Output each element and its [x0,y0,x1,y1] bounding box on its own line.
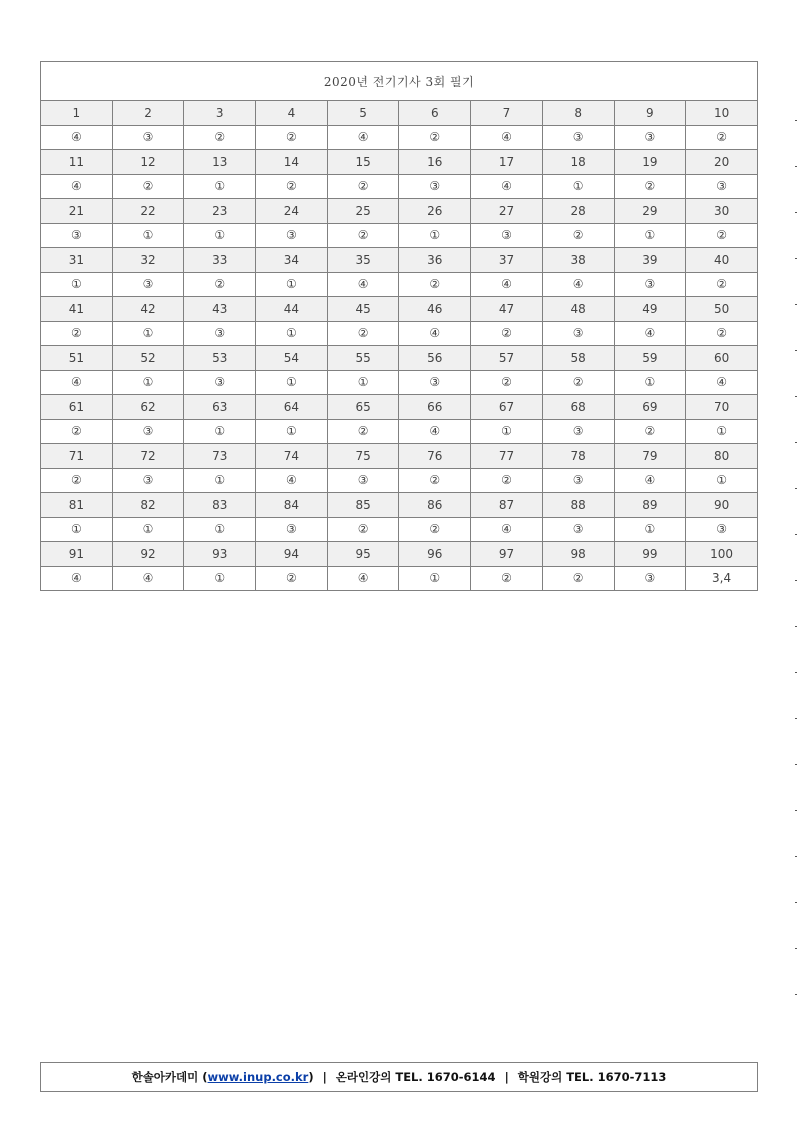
question-number-cell: 33 [184,248,256,273]
answer-cell: ① [112,223,184,248]
question-number-cell: 75 [327,444,399,469]
answer-cell: ② [112,174,184,199]
question-number-cell: 9 [614,101,686,126]
question-number-cell: 21 [41,199,113,224]
question-number-cell: 58 [542,346,614,371]
question-number-cell: 23 [184,199,256,224]
answer-cell: ③ [112,419,184,444]
question-number-cell: 47 [471,297,543,322]
answer-cell: ③ [399,370,471,395]
answer-cell: ② [686,272,758,297]
answer-row [41,517,758,542]
question-number-cell: 45 [327,297,399,322]
answer-cell: ④ [471,272,543,297]
question-number-cell: 72 [112,444,184,469]
question-number-cell: 73 [184,444,256,469]
question-number-row [41,493,758,518]
answer-cell: ② [542,370,614,395]
margin-tick [795,626,797,627]
question-number-cell: 48 [542,297,614,322]
answer-row [41,174,758,199]
margin-tick [795,948,797,949]
answer-cell: ③ [184,370,256,395]
answer-cell: ① [542,174,614,199]
answer-cell: ② [184,272,256,297]
answer-cell: ① [112,321,184,346]
question-number-cell: 26 [399,199,471,224]
question-number-cell: 56 [399,346,471,371]
question-number-cell: 18 [542,150,614,175]
answer-cell: ② [399,517,471,542]
answer-cell: ③ [112,125,184,150]
question-number-cell: 22 [112,199,184,224]
question-number-cell: 85 [327,493,399,518]
margin-tick [795,442,797,443]
question-number-cell: 51 [41,346,113,371]
answer-cell: ② [686,125,758,150]
question-number-cell: 5 [327,101,399,126]
answer-cell: ④ [41,566,113,591]
question-number-cell: 28 [542,199,614,224]
answer-cell: ③ [256,517,328,542]
answer-cell: ① [256,321,328,346]
question-number-cell: 37 [471,248,543,273]
answer-cell: ① [686,419,758,444]
answer-cell: ① [614,370,686,395]
answer-cell: ③ [686,517,758,542]
question-number-cell: 100 [686,542,758,567]
question-number-cell: 87 [471,493,543,518]
margin-tick [795,166,797,167]
question-number-cell: 88 [542,493,614,518]
question-number-cell: 2 [112,101,184,126]
question-number-row [41,542,758,567]
answer-key-table [40,61,758,591]
answer-cell: ③ [686,174,758,199]
answer-cell: ③ [184,321,256,346]
answer-cell: ② [256,174,328,199]
answer-cell: ② [471,566,543,591]
margin-tick [795,350,797,351]
question-number-cell: 67 [471,395,543,420]
margin-tick [795,718,797,719]
question-number-cell: 11 [41,150,113,175]
question-number-cell: 94 [256,542,328,567]
question-number-row [41,150,758,175]
question-number-cell: 36 [399,248,471,273]
question-number-cell: 32 [112,248,184,273]
answer-cell: ③ [112,468,184,493]
margin-marks [795,120,799,1020]
margin-tick [795,258,797,259]
answer-cell: ① [327,370,399,395]
question-number-cell: 70 [686,395,758,420]
answer-cell: ② [471,321,543,346]
answer-row [41,468,758,493]
answer-cell: ① [112,370,184,395]
footer-close-paren: ) [308,1070,314,1084]
answer-cell: ② [614,174,686,199]
question-number-cell: 17 [471,150,543,175]
margin-tick [795,396,797,397]
question-number-cell: 60 [686,346,758,371]
answer-cell: ② [41,468,113,493]
question-number-cell: 7 [471,101,543,126]
footer-bar [40,1062,758,1092]
answer-cell: ④ [41,125,113,150]
answer-cell: ① [614,517,686,542]
question-number-cell: 81 [41,493,113,518]
answer-cell: ④ [614,468,686,493]
question-number-row [41,297,758,322]
answer-cell: ① [184,517,256,542]
answer-cell: ② [399,468,471,493]
question-number-cell: 74 [256,444,328,469]
answer-cell: ④ [471,174,543,199]
answer-cell: ① [256,272,328,297]
question-number-cell: 59 [614,346,686,371]
footer-open-paren: ( [202,1070,208,1084]
answer-cell: ② [41,419,113,444]
question-number-cell: 39 [614,248,686,273]
answer-cell: ④ [256,468,328,493]
answer-cell: ② [256,125,328,150]
margin-tick [795,764,797,765]
answer-cell: ③ [542,419,614,444]
answer-cell: ② [542,566,614,591]
question-number-cell: 99 [614,542,686,567]
answer-cell: ① [256,419,328,444]
question-number-cell: 63 [184,395,256,420]
question-number-cell: 34 [256,248,328,273]
margin-tick [795,856,797,857]
question-number-cell: 8 [542,101,614,126]
question-number-cell: 14 [256,150,328,175]
answer-cell: ④ [471,125,543,150]
answer-cell: ④ [614,321,686,346]
answer-cell: ③ [256,223,328,248]
answer-cell: ② [686,321,758,346]
question-number-row [41,101,758,126]
answer-cell: ④ [41,370,113,395]
answer-row [41,419,758,444]
question-number-cell: 10 [686,101,758,126]
question-number-cell: 25 [327,199,399,224]
question-number-row [41,395,758,420]
answer-cell: ① [184,566,256,591]
answer-cell: ① [112,517,184,542]
answer-cell: ① [41,272,113,297]
answer-cell: ① [399,566,471,591]
question-number-cell: 78 [542,444,614,469]
question-number-cell: 49 [614,297,686,322]
question-number-cell: 30 [686,199,758,224]
answer-cell: ③ [399,174,471,199]
footer-website-link[interactable]: www.inup.co.kr [207,1070,309,1084]
answer-cell: ① [399,223,471,248]
question-number-cell: 43 [184,297,256,322]
answer-row [41,370,758,395]
question-number-cell: 71 [41,444,113,469]
question-number-cell: 40 [686,248,758,273]
answer-cell: ① [614,223,686,248]
question-number-cell: 95 [327,542,399,567]
question-number-cell: 92 [112,542,184,567]
question-number-cell: 27 [471,199,543,224]
answer-cell: ④ [327,566,399,591]
question-number-cell: 52 [112,346,184,371]
question-number-cell: 19 [614,150,686,175]
question-number-cell: 29 [614,199,686,224]
question-number-cell: 86 [399,493,471,518]
answer-cell: ② [327,223,399,248]
answer-cell: ① [256,370,328,395]
question-number-cell: 54 [256,346,328,371]
question-number-cell: 90 [686,493,758,518]
answer-cell: ③ [614,272,686,297]
question-number-cell: 98 [542,542,614,567]
answer-cell: ② [327,321,399,346]
question-number-cell: 41 [41,297,113,322]
question-number-cell: 13 [184,150,256,175]
answer-cell: ① [471,419,543,444]
question-number-cell: 15 [327,150,399,175]
question-number-cell: 91 [41,542,113,567]
question-number-cell: 79 [614,444,686,469]
answer-cell: ③ [471,223,543,248]
answer-cell: ④ [542,272,614,297]
question-number-cell: 57 [471,346,543,371]
answer-cell: ② [327,517,399,542]
answer-cell: ② [686,223,758,248]
question-number-cell: 97 [471,542,543,567]
answer-cell: ② [399,125,471,150]
answer-cell: ③ [542,125,614,150]
question-number-cell: 16 [399,150,471,175]
question-number-cell: 6 [399,101,471,126]
answer-cell: ② [184,125,256,150]
question-number-cell: 76 [399,444,471,469]
answer-cell: ② [542,223,614,248]
margin-tick [795,810,797,811]
answer-cell: ① [184,468,256,493]
answer-cell: ① [184,223,256,248]
answer-cell: ② [399,272,471,297]
question-number-cell: 68 [542,395,614,420]
question-number-cell: 64 [256,395,328,420]
question-number-row [41,248,758,273]
question-number-cell: 69 [614,395,686,420]
answer-cell: 3,4 [686,566,758,591]
question-number-cell: 35 [327,248,399,273]
margin-tick [795,994,797,995]
footer-offline-tel: 학원강의 TEL. 1670-7113 [517,1070,667,1084]
answer-cell: ③ [327,468,399,493]
question-number-row [41,444,758,469]
question-number-cell: 84 [256,493,328,518]
question-number-cell: 53 [184,346,256,371]
answer-row [41,125,758,150]
question-number-cell: 65 [327,395,399,420]
question-number-cell: 12 [112,150,184,175]
answer-cell: ① [184,419,256,444]
margin-tick [795,902,797,903]
answer-cell: ④ [41,174,113,199]
answer-cell: ① [686,468,758,493]
margin-tick [795,534,797,535]
answer-cell: ④ [112,566,184,591]
question-number-cell: 77 [471,444,543,469]
answer-cell: ④ [327,125,399,150]
question-number-cell: 38 [542,248,614,273]
question-number-cell: 24 [256,199,328,224]
question-number-row [41,199,758,224]
footer-separator: | [322,1070,327,1084]
answer-cell: ③ [41,223,113,248]
question-number-cell: 4 [256,101,328,126]
answer-cell: ③ [542,468,614,493]
answer-cell: ② [471,370,543,395]
footer-separator: | [504,1070,509,1084]
question-number-cell: 82 [112,493,184,518]
question-number-row [41,346,758,371]
answer-cell: ④ [686,370,758,395]
question-number-cell: 42 [112,297,184,322]
question-number-cell: 61 [41,395,113,420]
answer-cell: ③ [614,125,686,150]
margin-tick [795,488,797,489]
question-number-cell: 83 [184,493,256,518]
question-number-cell: 93 [184,542,256,567]
answer-cell: ① [41,517,113,542]
answer-row [41,272,758,297]
answer-cell: ③ [112,272,184,297]
margin-tick [795,304,797,305]
answer-cell: ② [614,419,686,444]
answer-cell: ② [471,468,543,493]
footer-academy: 한솔아카데미 [131,1070,199,1084]
answer-row [41,223,758,248]
answer-row [41,566,758,591]
question-number-cell: 96 [399,542,471,567]
answer-cell: ② [256,566,328,591]
answer-cell: ③ [614,566,686,591]
margin-tick [795,580,797,581]
question-number-cell: 89 [614,493,686,518]
answer-cell: ② [327,174,399,199]
question-number-cell: 55 [327,346,399,371]
answer-row [41,321,758,346]
answer-cell: ④ [399,419,471,444]
answer-cell: ③ [542,321,614,346]
question-number-cell: 62 [112,395,184,420]
answer-cell: ④ [399,321,471,346]
question-number-cell: 80 [686,444,758,469]
margin-tick [795,212,797,213]
question-number-cell: 3 [184,101,256,126]
answer-cell: ④ [327,272,399,297]
question-number-cell: 31 [41,248,113,273]
answer-cell: ② [41,321,113,346]
margin-tick [795,120,797,121]
answer-cell: ① [184,174,256,199]
answer-cell: ② [327,419,399,444]
answer-cell: ④ [471,517,543,542]
question-number-cell: 44 [256,297,328,322]
question-number-cell: 66 [399,395,471,420]
question-number-cell: 1 [41,101,113,126]
footer-online-tel: 온라인강의 TEL. 1670-6144 [335,1070,496,1084]
answer-cell: ③ [542,517,614,542]
question-number-cell: 20 [686,150,758,175]
question-number-cell: 46 [399,297,471,322]
question-number-cell: 50 [686,297,758,322]
sheet-title: 2020년 전기기사 3회 필기 [41,62,758,101]
margin-tick [795,672,797,673]
